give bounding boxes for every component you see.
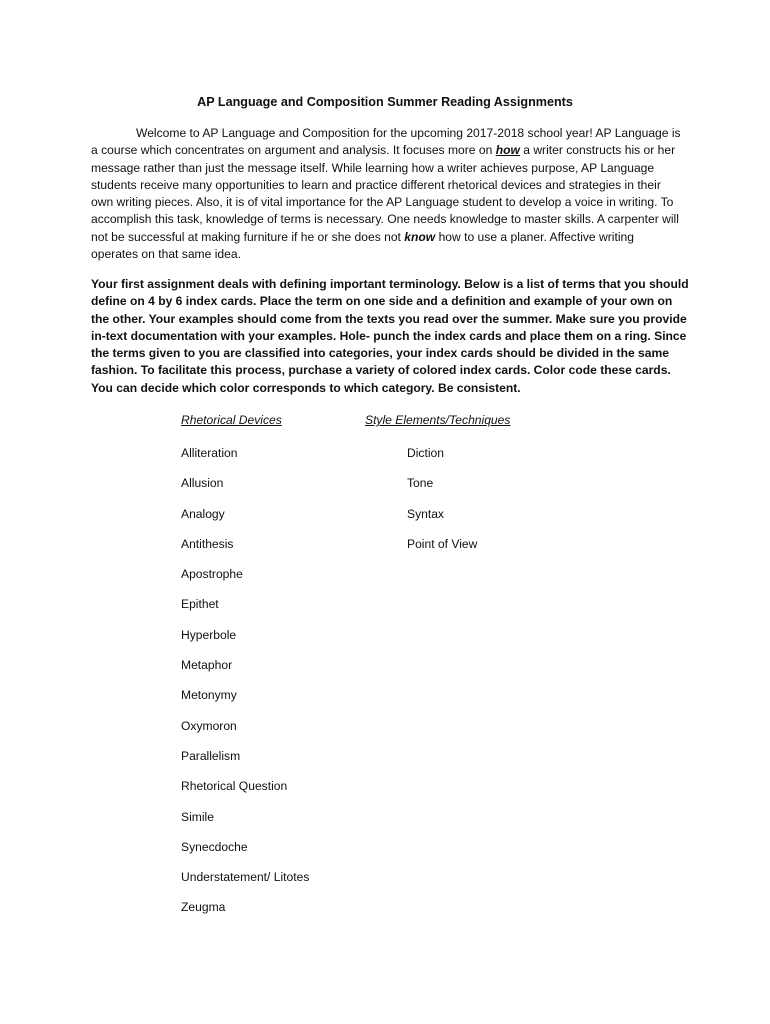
term-item: Parallelism [181,748,241,763]
term-item: Point of View [407,536,478,551]
style-elements-heading: Style Elements/Techniques [365,413,511,427]
intro-paragraph [91,125,681,263]
document-title: AP Language and Composition Summer Reading Assignments [197,95,573,109]
intro-text-part2: a writer constructs his or her message rather than just the message itself. While learning how a writer achieves purpose, AP Language students receive many opportunities to learn and practice different rhetorical devices and strategies in their own writing pieces. Also, it is of vital importance for the AP Language student to develop a voice in writing. To accomplish this task, knowledge of terms is necessary. One needs knowledge to master skills. A carpenter will not be successful at making furniture if he or she does not [91,143,679,244]
term-item: Zeugma [181,900,226,915]
term-item: Epithet [181,597,219,612]
term-item: Diction [407,446,444,460]
term-item: Alliteration [181,446,238,460]
term-item: Synecdoche [181,839,248,854]
rhetorical-devices-list [181,444,309,929]
term-item: Understatement/ Litotes [181,870,310,885]
term-item: Metaphor [181,658,233,673]
style-elements-list [407,444,477,565]
term-item: Allusion [181,476,224,491]
term-item: Rhetorical Question [181,779,288,794]
term-item: Analogy [181,506,225,521]
term-item: Syntax [407,506,444,521]
intro-emphasis-how: how [495,143,520,158]
intro-emphasis-know: know [404,229,436,244]
term-item: Apostrophe [181,567,243,582]
term-item: Metonymy [181,688,237,703]
intro-text-part1: Welcome to AP Language and Composition for the upcoming 2017-2018 school year! AP Language is a course which concentrates on argument and analysis. It focuses more on [91,126,681,158]
rhetorical-devices-heading: Rhetorical Devices [181,413,282,427]
term-item: Simile [181,809,214,824]
term-item: Tone [407,476,434,491]
term-item: Hyperbole [181,627,237,642]
assignment-paragraph: Your first assignment deals with defining important terminology. Below is a list of terms that you should define on 4 by 6 index cards. Place the term on one side and a definition and example of your own on the other. Your examples should come from the texts you read over the summer. Make sure you provide in-text documentation with your examples. Hole- punch the index cards and place them on a ring. Since the terms given to you are classified into categories, your index cards should be divided in the same fashion. To facilitate this process, purchase a variety of colored index cards. Color code these cards. You can decide which color corresponds to which category. Be consistent. [91,277,689,395]
term-item: Oxymoron [181,718,237,733]
term-item: Antithesis [181,536,234,551]
intro-text-part3: how to use a planer. Affective writing operates on that same idea. [91,229,634,262]
